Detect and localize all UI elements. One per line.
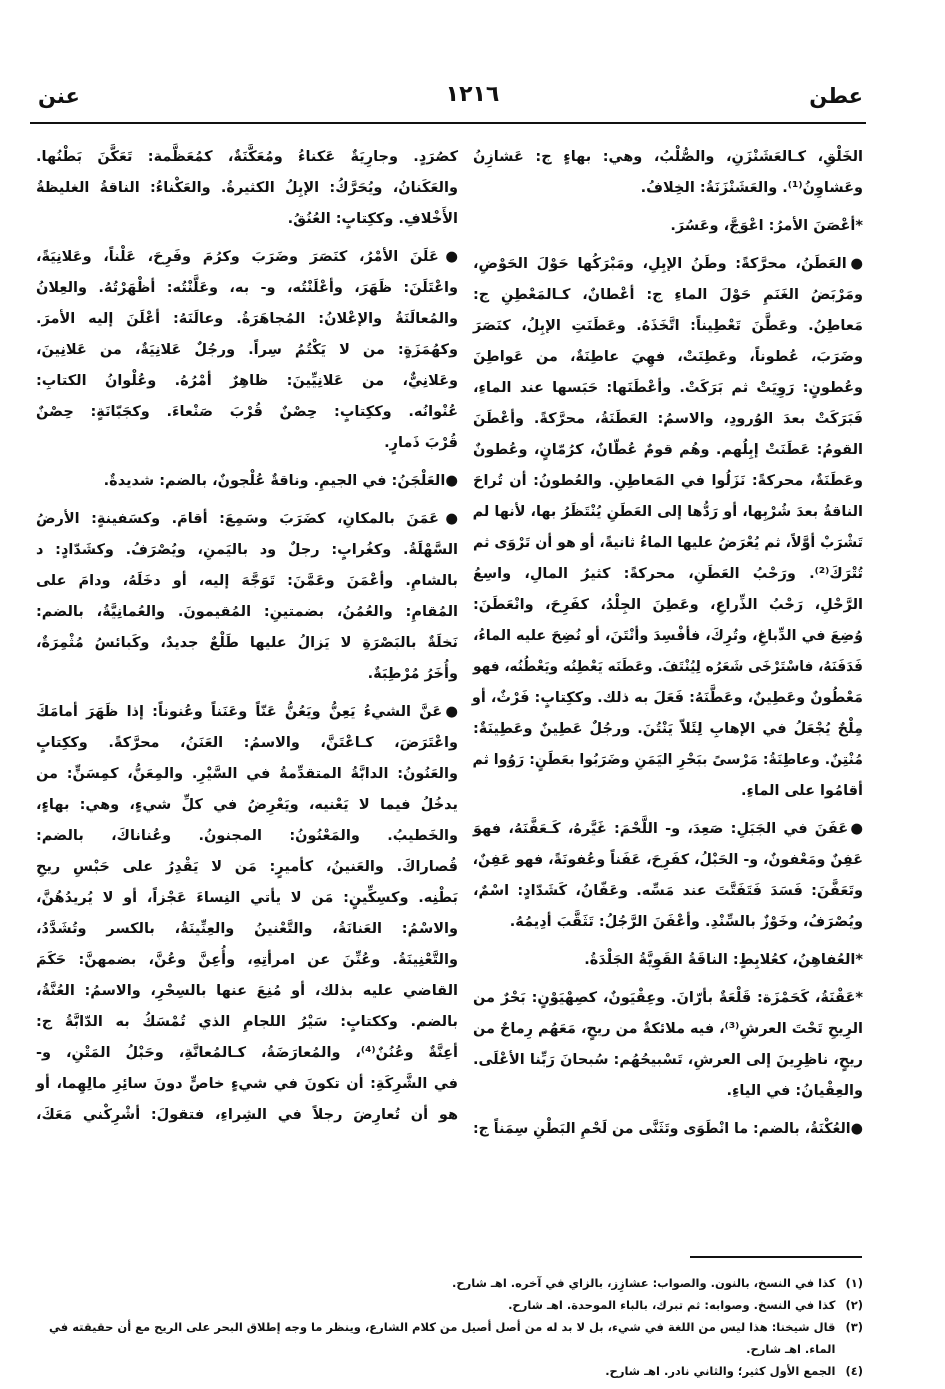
left-column (36, 142, 458, 1138)
footnote-rule (690, 1256, 862, 1258)
footnote-text: قال شيخنا: هذا ليس من اللغة في شيء، بل لا بد له من أصل أصيل من كلام الشارع، وينظر ما وجه إطلاق البحر على الريح مع أن حقيقته في الماء. اهـ شارح. (49, 1320, 836, 1356)
footnote-marker: (١) (845, 1276, 863, 1290)
footnote (18, 1316, 863, 1360)
footnotes (18, 1272, 863, 1382)
dictionary-entry (36, 466, 458, 497)
dictionary-entry (36, 504, 458, 690)
dictionary-entry (36, 242, 458, 459)
right-column (473, 142, 863, 1152)
text-line: الرِيحِ تَحْتَ العرشِ⁽³⁾، فيه ملائكةٌ من ريحٍ، مَعَهُم رِماحٌ من (473, 1021, 863, 1037)
text-line: ●العَطَنُ، محرَّكةً: وطَنُ الإبِلِ، ومَبْرَكُها حَوْلَ الحَوْضِ، (473, 256, 863, 272)
text-line: وتَعَفَّنَ: فَسَدَ فَتَفَتَّتَ عند مَسِّه. وعَفّانُ، كَشَدّادٍ: اسْمٌ، (473, 883, 863, 899)
text-line: والعَنُونُ: الدابَّةُ المتقدِّمةُ في السَّيْرِ. والمِعَنُّ، كمِسَنٍّ: من (36, 766, 458, 782)
text-line: *أعْصَنَ الأمرُ: اعْوَجَّ، وعَسُرَ. (670, 218, 863, 234)
dictionary-entry (473, 249, 863, 807)
text-line: وعُطونٍ: رَوِيَتْ ثم بَرَكَتْ. وأعْطَنَها: حَبَسها عند الماءِ، (473, 380, 863, 396)
text-line: المُقامِ: والعُمُنُ، بضمتينِ: المُقيمونَ. والعُمانِيَّةُ، بالضم: (36, 604, 458, 620)
text-line: قُصاراكَ. والعَنينُ، كأميرٍ: مَن لا يَقْدِرُ على حَبْسِ ريحِ (36, 859, 458, 875)
text-line: عَفِنٌ ومَعْفونٌ، و- الحَبْلُ، كفَرِحَ، عَفَناً وعُفونَةً، فهو عَفِنٌ، (472, 852, 863, 868)
text-line: بالضم. وككتابٍ: سَيْرُ اللجامِ الذي تُمْسَكُ به الدّابَّةُ ج: (36, 1014, 458, 1030)
text-line: نَخلَةٌ بالبَصْرَةِ لا يَزالُ عليها طَلْعٌ جديدٌ، وكَبائسُ مُثْمِرَةٌ، (36, 635, 458, 651)
text-line: يدخُلُ فيما لا يَعْنيه، ويَعْرِضُ في كلِّ شيءٍ، وهي: بهاءٍ، (36, 797, 458, 813)
text-line: والاسْمُ: العَنانَةُ، والتَّعْنينُ والعِنِّينَةُ، بالكسر وتُشَدَّدُ، (36, 921, 458, 937)
text-line: ●العُكْنَةُ، بالضم: ما انْطَوَى وتَثَنَّى من لَحْمِ البَطْنِ سِمَناً ج: (473, 1121, 863, 1137)
footnote-text: كذا في النسخ، بالنون. والصواب: عشازِز، بالزاي في آخره. اهـ شارح. (452, 1276, 836, 1290)
text-line: ●عَنَّ الشيءُ يَعِنُّ ويَعُنُّ عَنّاً وعَنَناً وعُنوناً: إذا ظَهَرَ أمامَكَ (36, 704, 458, 720)
dictionary-entry (473, 142, 863, 204)
running-head-right: عطن (809, 84, 863, 108)
text-line: ●العَلْجَنُ: في الجيمِ. وناقةٌ عُلْجونٌ، بالضم: شديدةٌ. (103, 473, 458, 489)
text-line: والعِقْيانُ: في الياءِ. (726, 1083, 863, 1099)
text-line: مِلْحٌ يُجْعَلُ في الإهابِ لِئَلاّ يَنْتُنَ. ورجُلٌ عَطِينٌ وعَطِينَةٌ: (473, 721, 863, 737)
text-line: كصُرَدٍ. وجارِيَةٌ عَكناءُ ومُعَكَّنَةٌ، كمُعَظَّمة: تَعَكَّنَ بَطْنُها. (36, 149, 458, 165)
text-line: بَطْنِه. وكسِكِّينٍ: مَن لا يأتي النِساءَ عَجْزاً، أو لا يُريدُهُنَّ، (36, 890, 458, 906)
text-line: وعَطَنَةٌ، محركةً: نَزَلُوا في المَعاطِنِ. والعُطونُ: أن تُراحَ (473, 473, 863, 489)
text-line: *العُفاهِنُ، كعُلابِطٍ: الناقَةُ القَوِيَّةُ الجَلْدَةُ. (584, 952, 863, 968)
text-line: مَعْطُونٌ وعَطِينٌ، وعَطَّنَهُ: فَعَلَ به ذلك. وككِتابٍ: فَرْثٌ، أو (471, 690, 863, 706)
footnote-text: كذا في النسخ. وصوابه: ثم تبرك، بالباء الموحدة. اهـ شارح. (508, 1298, 836, 1312)
dictionary-entry (36, 142, 458, 235)
text-line: عُنْوانُه. وككِتابٍ: حِصْنٌ قُرْبَ صَنْعاءَ. وكجَبّانَةٍ: حِصْنٌ (36, 404, 458, 420)
text-line: ريحٍ، ناظِرِينَ إلى العرشِ، تَسْبيحُهُم: سُبحانَ رَبِّنا الأعْلَى. (473, 1052, 863, 1068)
text-line: السَّهْلَةُ. وكغُرابٍ: رجلٌ ود باليَمنِ، ويُصْرَفُ. وكشَدّادٍ: د (36, 542, 458, 558)
text-line: بالشامِ. وأعْمَنَ وعَمَّنَ: تَوَجَّهَ إليه، أو دخَلَهُ، ودامَ على (36, 573, 458, 589)
text-line: وأُخَرُ مُرْطِبَةٌ. (367, 666, 458, 682)
dictionary-entry (473, 814, 863, 938)
footnote (18, 1272, 863, 1294)
footnote (18, 1360, 863, 1382)
text-line: الخَلْقِ، كـالعَشَنْزَنِ، والصُّلْبُ، وهي: بهاءٍ ج: عَشازِنُ (473, 149, 863, 165)
text-line: أعِنَّةٌ وعُنُنٌ⁽⁴⁾، والمُعارَضَةُ، كـالمُعانَّةِ، وحَبْلُ المَتْنِ، و- (36, 1045, 458, 1061)
text-line: فَدَفَنَهُ، فاسْتَرْخَى شَعَرُه لِيُنْتَفَ. وعَطَنَه يَعْطِنُه ويَعْطُنُه، فهو (473, 659, 863, 675)
text-line: ●عَمَنَ بالمكانِ، كضَرَبَ وسَمِعَ: أقامَ. وكسَفينةٍ: الأرضُ (36, 511, 458, 527)
text-line: واعْتَرَضَ، كـاعْتَنَّ، والاسمُ: العَنَنُ، محرَّكةً. وككِتابٍ (36, 735, 458, 751)
footnote-marker: (٢) (845, 1298, 863, 1312)
text-line: القاضي عليه بذلك، أو مُنِعَ عنها بالسِحْرِ، والاسمُ: العُنَّةُ، (36, 983, 458, 999)
text-line: واعْتَلَنَ: ظَهَرَ، وأعْلَنْتُه، و- به، وعَلَّنْتُه: أظْهَرْتُهُ. والعِلانُ (36, 280, 458, 296)
text-line: والتَّعْنِينَةُ. وعُنِّنَ عن امرأتِهِ، وأُعِنَّ وعُنَّ، بضمهنَّ: حَكَمَ (36, 952, 458, 968)
dictionary-entry (473, 211, 863, 242)
text-line: وعَلانِيٌّ، من عَلانِيِّينَ: ظاهِرٌ أمْرُهُ. وعُلْوانُ الكتابِ: (36, 373, 458, 389)
text-line: مَعاطِنُ. وعَطَّنَ تَعْطِيناً: اتَّخَذَهُ. وعَطَنَتِ الإبِلُ، كنَصَرَ (473, 318, 863, 334)
text-line: وكهُمَزَةٍ: من لا يَكْتُمُ سِراً. ورجُلٌ عَلانِيَةٌ، من عَلانِينَ، (36, 342, 458, 358)
text-line: ومَرْبَضُ الغَنَمِ حَوْلَ الماءِ ج: أعْطانٌ، كـالمَعْطِنِ ج: (473, 287, 863, 303)
dictionary-entry (473, 1114, 863, 1145)
dictionary-entry (473, 983, 863, 1107)
text-line: تُتْرَكَ⁽²⁾. ورَحْبُ العَطَنِ، محركةً: كثيرُ المالِ، واسِعُ (473, 566, 863, 582)
text-line: والخَطيبُ. والمَعْنُونُ: المجنونُ. وعُناناكَ، بالضم: (36, 828, 458, 844)
text-line: والمُعالَنَةُ والإعْلانُ: المُجاهَرَةُ. وعالَنَهُ: أعْلَنَ إليه الأمرَ. (36, 311, 458, 327)
text-line: *عَقْنَةُ، كَحَمْزَة: قَلْعَةٌ بأرّانَ. وعِقْيَونٌ، كصِهْيَوْنٍ: بَحْرٌ من (473, 990, 863, 1006)
text-line: ●عَلَنَ الأمْرُ، كنَصَرَ وضَرَبَ وكرُمَ وفَرِحَ، عَلْناً، وعَلانِيَةً، (36, 249, 458, 265)
text-line: أقامُوا على الماءِ. (740, 783, 863, 799)
dictionary-entry (36, 697, 458, 1131)
text-line: هو أن تُعارِضَ رجلاً في الشِراءِ، فتقولَ: أشْرِكْني مَعَكَ، (36, 1107, 458, 1123)
text-line: تَشْرَبْ أوَّلاً، ثم يُعْرَضُ عليها الماءُ ثانيةً، أو هو أن تَرْوَى ثم (473, 535, 863, 551)
text-line: قُرْبَ ذَمارٍ. (384, 435, 458, 451)
text-line: في الشَّرِكَةِ: أن تكونَ في شيءٍ خاصٍّ دونَ سائِرِ مالِهِما، أو (36, 1076, 458, 1092)
text-line: القومُ: عَطَنَتْ إبِلُهم. وهُم قومٌ عُطّانٌ، كرُمّانٍ، وعُطونٌ (473, 442, 863, 458)
footnote-text: الجمع الأول كثير؛ والثاني نادر. اهـ شارح. (605, 1364, 836, 1378)
footnote-marker: (٣) (845, 1320, 863, 1334)
dictionary-entry (473, 945, 863, 976)
text-line: ويُصْرَفُ، وخَوْزٌ بالسِّنْدِ. وأعْفَنَ الرَّجُلُ: تَثَقَّبَ أدِيمُهُ. (509, 914, 863, 930)
text-line: فَبَرَكَتْ بعدَ الوُرودِ، والاسمُ: العَطَنَةُ، محرَّكةً. وأعْطَنَ (473, 411, 863, 427)
text-line: مُنْتِنٌ. وعاطِنَةُ: مَرْسىً ببَحْرِ اليَمَنِ وضَرَبُوا بعَطَنٍ: رَوُوا ثم (472, 752, 863, 768)
text-line: الرَّحْلِ، رَحْبُ الذِّراعِ، وعَطِنَ الجِلْدُ، كفَرِحَ، وانْعَطَنَ: (473, 597, 863, 613)
text-line: الأَخْلافِ. وككِتابٍ: العُنُقُ. (287, 211, 458, 227)
text-line: الناقةُ بعدَ شُرْبِها، أو رَدُّها إلى العَطَنِ يُنْتَظَرُ بها، لأنها لم (472, 504, 863, 520)
text-line: ●عَفَنَ في الجَبَلِ: صَعِدَ، و- اللَّحْمَ: غَيَّرهُ، كَـعَفَّنَهُ، فهوَ (473, 821, 863, 837)
footnote (18, 1294, 863, 1316)
text-line: والعَكَنانُ، ويُحَرَّكُ: الإبِلُ الكثيرةُ. والعَكْناءُ: الناقةُ الغليظةُ (36, 180, 458, 196)
footnote-marker: (٤) (845, 1364, 863, 1378)
page-number: ١٢١٦ (445, 82, 500, 107)
text-line: وضَرَبَ، عُطوناً، وعَطِنَتْ، فهِيَ عاطِنَةٌ، من عَواطِنَ (473, 349, 863, 365)
header-rule (30, 122, 866, 124)
text-line: وُضِعَ في الدِّباغِ، وتُرِكَ، فأفْسِدَ وأنْتَنَ، أو نُضِحَ عليه الماءُ، (473, 628, 863, 644)
running-head-left: عنن (38, 84, 80, 108)
text-line: وعَشاوِنُ⁽¹⁾. والعَشَنْزَنَةُ: الخِلافُ. (640, 180, 863, 196)
